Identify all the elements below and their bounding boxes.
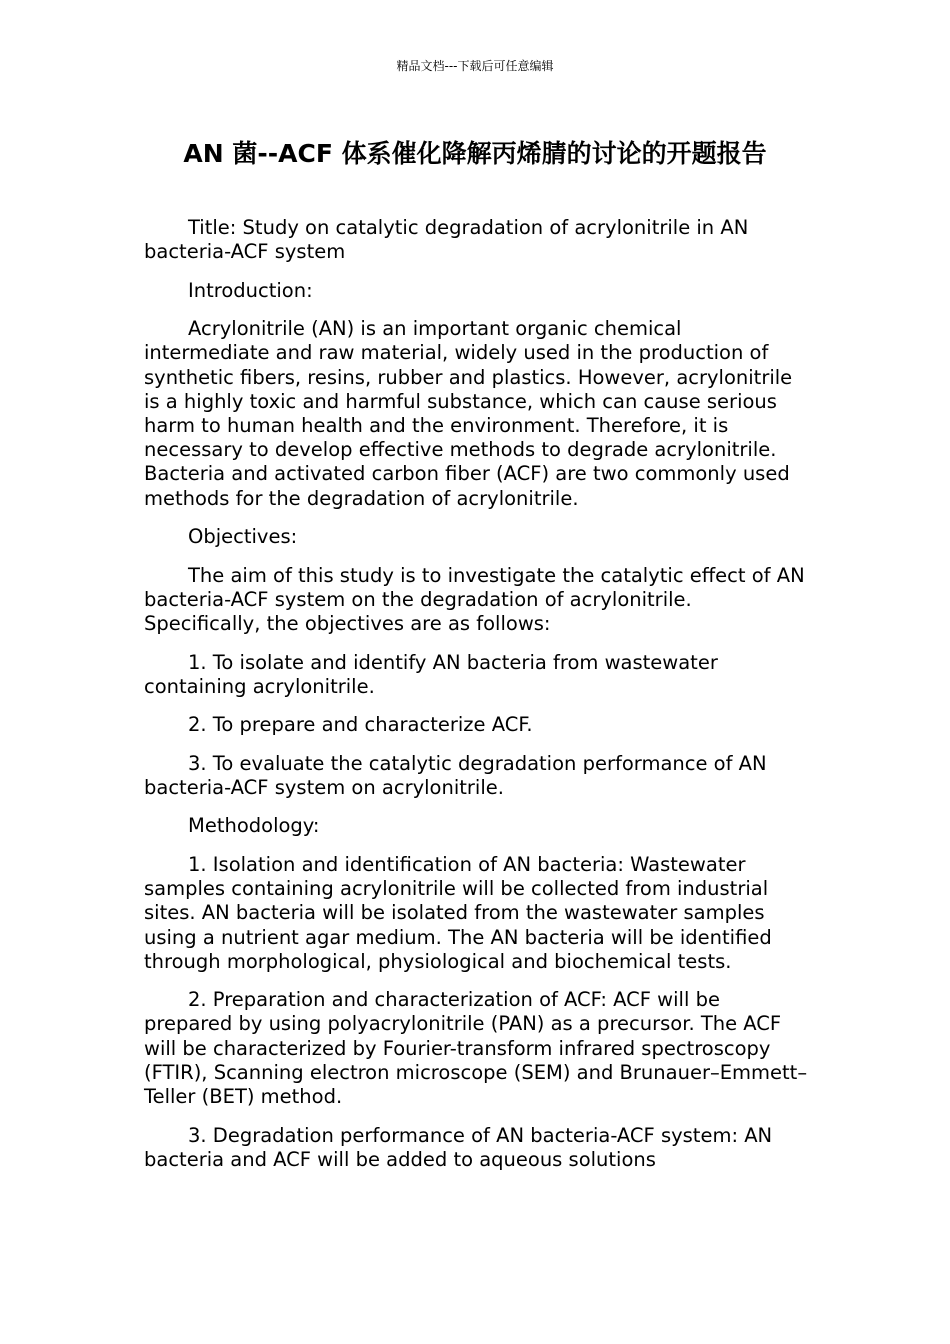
- methodology-item-3: 3. Degradation performance of AN bacteria-ACF system: AN bacteria and ACF will be added to aqueous solutions: [144, 1123, 773, 1171]
- paragraph-title-line: Title: Study on catalytic degradation of acrylonitrile in AN bacteria-ACF system: [144, 216, 749, 264]
- page-header-banner: 精品文档---下载后可任意编辑: [396, 59, 554, 73]
- paragraph-introduction: Acrylonitrile (AN) is an important organic chemical intermediate and raw material, widely used in the production of synthetic fibers, resins, rubber and plastics. However, acrylonitrile is a highly toxic and harmful substance, which can cause serious harm to human health and the environment. Therefore, it is necessary to develop effective methods to degrade acrylonitrile. Bacteria and activated carbon fiber (ACF) are two commonly used methods for the degradation of acrylonitrile.: [144, 317, 793, 510]
- document-body: [144, 216, 808, 1186]
- objective-item-2: 2. To prepare and characterize ACF.: [188, 713, 533, 737]
- paragraph-objectives: The aim of this study is to investigate the catalytic effect of AN bacteria-ACF system on the degradation of acrylonitrile. Specifically, the objectives are as follows:: [144, 563, 805, 636]
- section-heading-introduction: Introduction:: [188, 278, 313, 302]
- methodology-item-2: 2. Preparation and characterization of ACF: ACF will be prepared by using polyacrylonitrile (PAN) as a precursor. The ACF will be characterized by Fourier-transform infrared spectroscopy (FTIR), Scanning electron microscope (SEM) and Brunauer–Emmett–Teller (BET) method.: [144, 988, 808, 1109]
- section-heading-methodology: Methodology:: [188, 814, 320, 838]
- document-title: AN 菌--ACF 体系催化降解丙烯腈的讨论的开题报告: [183, 139, 767, 168]
- objective-item-1: 1. To isolate and identify AN bacteria from wastewater containing acrylonitrile.: [144, 650, 718, 698]
- methodology-item-1: 1. Isolation and identification of AN bacteria: Wastewater samples containing acrylonitrile will be collected from industrial sites. AN bacteria will be isolated from the wastewater samples using a nutrient agar medium. The AN bacteria will be identified through morphological, physiological and biochemical tests.: [144, 852, 772, 973]
- section-heading-objectives: Objectives:: [188, 525, 298, 549]
- objective-item-3: 3. To evaluate the catalytic degradation performance of AN bacteria-ACF system on acrylonitrile.: [144, 751, 767, 799]
